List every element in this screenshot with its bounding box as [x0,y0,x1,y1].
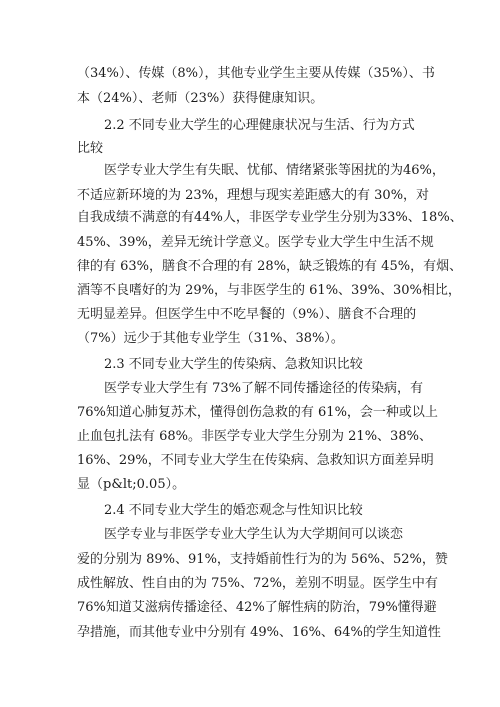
paragraph-line: 不适应新环境的为 23%，理想与现实差距感大的有 30%，对 [77,188,430,203]
section-heading-2-2-cont: 比较 [77,141,104,156]
paragraph-line: 本（24%）、老师（23%）获得健康知识。 [77,91,324,106]
paragraph-line: 76%知道心肺复苏术，懂得创伤急救的有 61%，会一种或以上 [77,405,438,420]
paragraph-line: 律的有 63%，膳食不合理的有 28%，缺乏锻炼的有 45%，有烟、 [77,259,463,274]
paragraph-line: 止血包扎法有 68%。非医学专业大学生分别为 21%、38%、 [77,429,432,444]
paragraph-line: 16%、29%，不同专业大学生在传染病、急救知识方面差异明 [77,453,434,468]
paragraph-line: 爱的分别为 89%、91%，支持婚前性行为的为 56%、52%，赞 [77,552,448,567]
paragraph-line: 自我成绩不满意的有44%人，非医学专业学生分别为33%、18%、 [77,210,463,225]
paragraph-line: 显（p&lt;0.05）。 [77,477,186,492]
paragraph-line: （34%）、传媒（8%），其他专业学生主要从传媒（35%）、书 [77,66,435,81]
paragraph-line: 医学专业大学生有 73%了解不同传播途径的传染病，有 [104,381,424,396]
paragraph-line: 孕措施，而其他专业中分别有 49%、16%、64%的学生知道性 [77,625,441,640]
paragraph-line: 76%知道艾滋病传播途径、42%了解性病的防治，79%懂得避 [77,600,437,615]
paragraph-line: 医学专业与非医学专业大学生认为大学期间可以谈恋 [104,527,404,542]
paragraph-line: 医学专业大学生有失眠、忧郁、情绪紧张等困扰的为46%， [104,163,445,178]
section-heading-2-2: 2.2 不同专业大学生的心理健康状况与生活、行为方式 [104,118,415,133]
paragraph-line: 45%、39%，差异无统计学意义。医学专业大学生中生活不规 [77,235,434,250]
paragraph-line: 无明显差异。但医学生中不吃早餐的（9%）、膳食不合理的 [77,307,417,322]
paragraph-line: （7%）远少于其他专业学生（31%、38%）。 [77,331,344,346]
paragraph-line: 酒等不良嗜好的为 29%，与非医学生的 61%、39%、30%相比， [77,283,461,298]
section-heading-2-3: 2.3 不同专业大学生的传染病、急救知识比较 [104,357,363,372]
paragraph-line: 成性解放、性自由的为 75%、72%，差别不明显。医学生中有 [77,576,438,591]
section-heading-2-4: 2.4 不同专业大学生的婚恋观念与性知识比较 [104,503,363,518]
